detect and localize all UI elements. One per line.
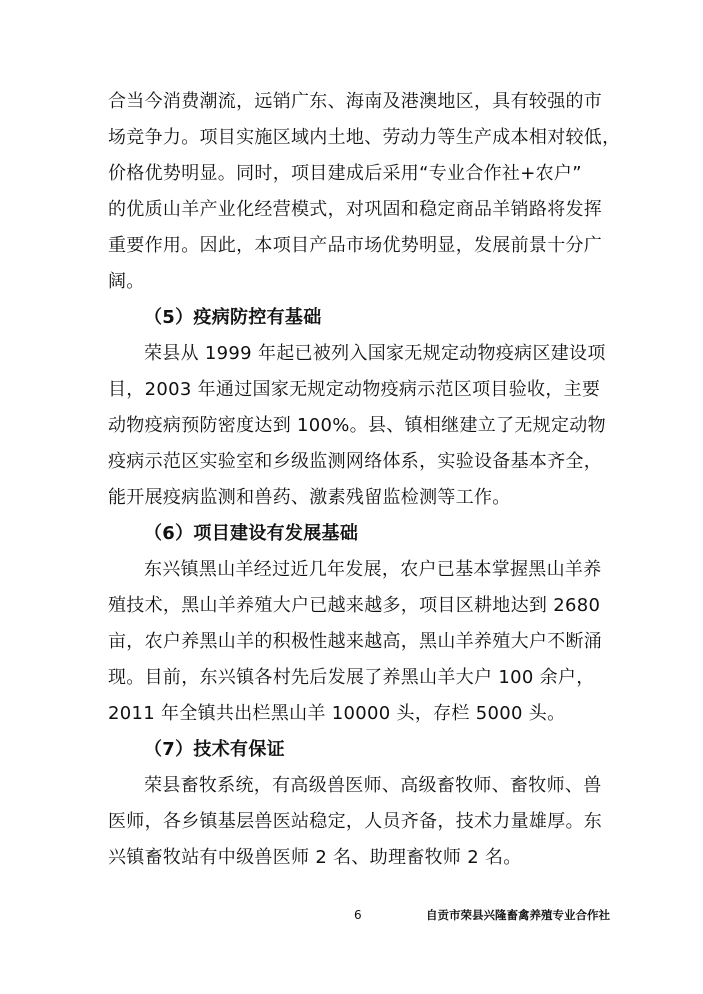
text-line-16: 亩，农户养黑山羊的积极性越来越高，黑山羊养殖大户不断涌 (108, 631, 603, 652)
text-line-12: 能开展疫病监测和兽药、激素残留监检测等工作。 (108, 487, 511, 508)
text-line-9: 目，2003 年通过国家无规定动物疫病示范区项目验收，主要 (108, 379, 601, 400)
text-line-11: 疫病示范区实验室和乡级监测网络体系，实验设备基本齐全， (108, 451, 603, 472)
text-line-20: 荣县畜牧系统，有高级兽医师、高级畜牧师、畜牧师、兽 (144, 775, 602, 796)
text-line-10: 动物疫病预防密度达到 100%。县、镇相继建立了无规定动物 (108, 415, 606, 436)
text-line-4: 的优质山羊产业化经营模式，对巩固和稳定商品羊销路将发挥 (108, 199, 603, 220)
text-line-1: 合当今消费潮流，远销广东、海南及港澳地区，具有较强的市 (108, 91, 603, 112)
text-line-14: 东兴镇黑山羊经过近几年发展，农户已基本掌握黑山羊养 (144, 559, 602, 580)
text-line-6: 阔。 (108, 271, 145, 292)
section-heading-7: （7）技术有保证 (144, 739, 285, 760)
section-heading-6: （6）项目建设有发展基础 (144, 523, 359, 544)
text-line-21: 医师，各乡镇基层兽医站稳定，人员齐备，技术力量雄厚。东 (108, 811, 603, 832)
section-heading-5: （5）疫病防控有基础 (144, 307, 322, 328)
text-line-22: 兴镇畜牧站有中级兽医师 2 名、助理畜牧师 2 名。 (108, 847, 522, 868)
text-line-18: 2011 年全镇共出栏黑山羊 10000 头，存栏 5000 头。 (108, 703, 566, 724)
text-line-5: 重要作用。因此，本项目产品市场优势明显，发展前景十分广 (108, 235, 603, 256)
text-line-3: 价格优势明显。同时，项目建成后采用“专业合作社+农户” (108, 163, 582, 184)
footer-organization: 自贡市荣县兴隆畜禽养殖专业合作社 (426, 908, 610, 922)
text-line-17: 现。目前，东兴镇各村先后发展了养黑山羊大户 100 余户， (108, 667, 595, 688)
text-line-2: 场竞争力。项目实施区域内土地、劳动力等生产成本相对较低， (108, 127, 621, 148)
text-line-8: 荣县从 1999 年起已被列入国家无规定动物疫病区建设项 (144, 343, 606, 364)
page-number: 6 (354, 908, 362, 922)
text-line-15: 殖技术，黑山羊养殖大户已越来越多，项目区耕地达到 2680 (108, 595, 601, 616)
